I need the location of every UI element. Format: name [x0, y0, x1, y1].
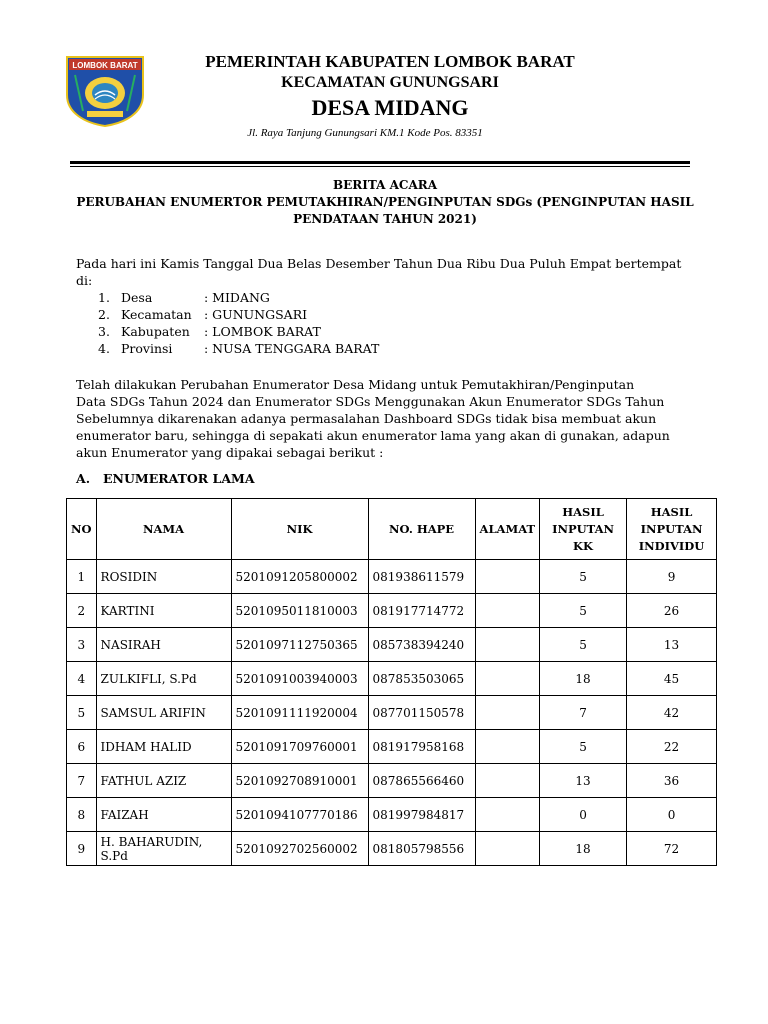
cell-nik: 5201097112750365	[231, 628, 368, 662]
location-value: : LOMBOK BARAT	[204, 324, 321, 339]
section-title: ENUMERATOR LAMA	[103, 471, 255, 486]
cell-hape: 085738394240	[368, 628, 475, 662]
header-nik: NIK	[231, 499, 368, 560]
cell-nik: 5201092708910001	[231, 764, 368, 798]
cell-no: 9	[67, 832, 97, 866]
cell-hasil-individu: 13	[627, 628, 717, 662]
cell-hasil-kk: 13	[540, 764, 627, 798]
paragraph-line: Sebelumnya dikarenakan adanya permasalahan Dashboard SDGs tidak bisa membuat akun	[76, 411, 657, 426]
section-heading	[76, 471, 255, 486]
cell-nik: 5201091003940003	[231, 662, 368, 696]
location-number: 3.	[98, 324, 110, 339]
main-paragraph	[76, 376, 688, 461]
header-divider-thin	[70, 166, 690, 167]
table-row	[67, 730, 717, 764]
cell-hasil-individu: 42	[627, 696, 717, 730]
cell-no: 1	[67, 560, 97, 594]
regency-logo-emblem	[65, 55, 145, 127]
cell-hasil-kk: 18	[540, 832, 627, 866]
header-government: PEMERINTAH KABUPATEN LOMBOK BARAT	[205, 52, 575, 71]
table-header-row	[67, 499, 717, 560]
location-number: 4.	[98, 341, 110, 356]
cell-hape: 081938611579	[368, 560, 475, 594]
location-item	[98, 289, 379, 306]
location-item	[98, 306, 379, 323]
cell-nik: 5201091709760001	[231, 730, 368, 764]
table-row	[67, 764, 717, 798]
location-list	[98, 289, 379, 357]
cell-nama: ZULKIFLI, S.Pd	[96, 662, 231, 696]
document-subtitle: PERUBAHAN ENUMERTOR PEMUTAKHIRAN/PENGINPUTAN SDGs (PENGINPUTAN HASIL PENDATAAN TAHUN 2021)	[76, 195, 694, 226]
cell-hasil-individu: 9	[627, 560, 717, 594]
location-item	[98, 340, 379, 357]
cell-nama: FATHUL AZIZ	[96, 764, 231, 798]
cell-hasil-individu: 22	[627, 730, 717, 764]
cell-hasil-kk: 0	[540, 798, 627, 832]
cell-nama: SAMSUL ARIFIN	[96, 696, 231, 730]
cell-nama: IDHAM HALID	[96, 730, 231, 764]
location-value: : MIDANG	[204, 290, 270, 305]
cell-hape: 081997984817	[368, 798, 475, 832]
location-label: Desa	[121, 290, 153, 305]
header-no: NO	[67, 499, 97, 560]
header-divider-thick	[70, 161, 690, 164]
cell-hape: 081917714772	[368, 594, 475, 628]
header-address: Jl. Raya Tanjung Gunungsari KM.1 Kode Pos. 83351	[247, 127, 483, 139]
cell-hasil-individu: 72	[627, 832, 717, 866]
cell-nik: 5201091111920004	[231, 696, 368, 730]
cell-hasil-individu: 0	[627, 798, 717, 832]
cell-alamat	[475, 832, 540, 866]
cell-no: 6	[67, 730, 97, 764]
cell-no: 3	[67, 628, 97, 662]
logo-text: LOMBOK BARAT	[72, 61, 138, 70]
cell-alamat	[475, 696, 540, 730]
cell-hasil-kk: 5	[540, 594, 627, 628]
cell-nama: ROSIDIN	[96, 560, 231, 594]
cell-no: 5	[67, 696, 97, 730]
location-item	[98, 323, 379, 340]
header-hasil-individu: HASIL INPUTAN INDIVIDU	[627, 499, 717, 560]
cell-no: 2	[67, 594, 97, 628]
header-district: KECAMATAN GUNUNGSARI	[281, 74, 499, 91]
cell-alamat	[475, 594, 540, 628]
cell-hasil-individu: 26	[627, 594, 717, 628]
cell-no: 4	[67, 662, 97, 696]
cell-hape: 087701150578	[368, 696, 475, 730]
cell-alamat	[475, 560, 540, 594]
cell-nama: H. BAHARUDIN, S.Pd	[96, 832, 231, 866]
cell-hasil-kk: 5	[540, 560, 627, 594]
cell-nik: 5201095011810003	[231, 594, 368, 628]
table-row	[67, 662, 717, 696]
table-row	[67, 594, 717, 628]
header-village: DESA MIDANG	[311, 95, 469, 120]
location-value: : GUNUNGSARI	[204, 307, 308, 322]
cell-hasil-individu: 36	[627, 764, 717, 798]
location-label: Kecamatan	[121, 307, 192, 322]
cell-hape: 087865566460	[368, 764, 475, 798]
cell-no: 7	[67, 764, 97, 798]
cell-alamat	[475, 798, 540, 832]
cell-hape: 081917958168	[368, 730, 475, 764]
location-number: 1.	[98, 290, 110, 305]
table-row	[67, 560, 717, 594]
cell-hasil-kk: 5	[540, 730, 627, 764]
table-row	[67, 798, 717, 832]
cell-nama: NASIRAH	[96, 628, 231, 662]
cell-nama: KARTINI	[96, 594, 231, 628]
section-letter: A.	[76, 471, 91, 486]
cell-hasil-kk: 18	[540, 662, 627, 696]
paragraph-line: enumerator baru, sehingga di sepakati akun enumerator lama yang akan di gunakan, adapun	[76, 428, 670, 443]
header-alamat: ALAMAT	[475, 499, 540, 560]
cell-alamat	[475, 662, 540, 696]
table-row	[67, 696, 717, 730]
paragraph-line: Telah dilakukan Perubahan Enumerator Desa Midang untuk Pemutakhiran/Penginputan	[76, 377, 635, 392]
cell-alamat	[475, 730, 540, 764]
paragraph-line: akun Enumerator yang dipakai sebagai berikut :	[76, 445, 384, 460]
cell-nama: FAIZAH	[96, 798, 231, 832]
cell-nik: 5201091205800002	[231, 560, 368, 594]
enumerator-table	[66, 498, 717, 866]
cell-hasil-individu: 45	[627, 662, 717, 696]
header-hasil-kk: HASIL INPUTAN KK	[540, 499, 627, 560]
paragraph-line: Data SDGs Tahun 2024 dan Enumerator SDGs Menggunakan Akun Enumerator SDGs Tahun	[76, 394, 665, 409]
cell-hasil-kk: 5	[540, 628, 627, 662]
cell-hape: 087853503065	[368, 662, 475, 696]
cell-hasil-kk: 7	[540, 696, 627, 730]
location-number: 2.	[98, 307, 110, 322]
table-row	[67, 832, 717, 866]
cell-alamat	[475, 628, 540, 662]
header-hape: NO. HAPE	[368, 499, 475, 560]
cell-nik: 5201094107770186	[231, 798, 368, 832]
location-label: Kabupaten	[121, 324, 190, 339]
table-row	[67, 628, 717, 662]
location-label: Provinsi	[121, 341, 173, 356]
cell-nik: 5201092702560002	[231, 832, 368, 866]
cell-no: 8	[67, 798, 97, 832]
intro-paragraph: Pada hari ini Kamis Tanggal Dua Belas Desember Tahun Dua Ribu Dua Puluh Empat bertempat di:	[76, 256, 682, 288]
location-value: : NUSA TENGGARA BARAT	[204, 341, 380, 356]
header-nama: NAMA	[96, 499, 231, 560]
document-title: BERITA ACARA	[332, 178, 438, 192]
cell-alamat	[475, 764, 540, 798]
cell-hape: 081805798556	[368, 832, 475, 866]
